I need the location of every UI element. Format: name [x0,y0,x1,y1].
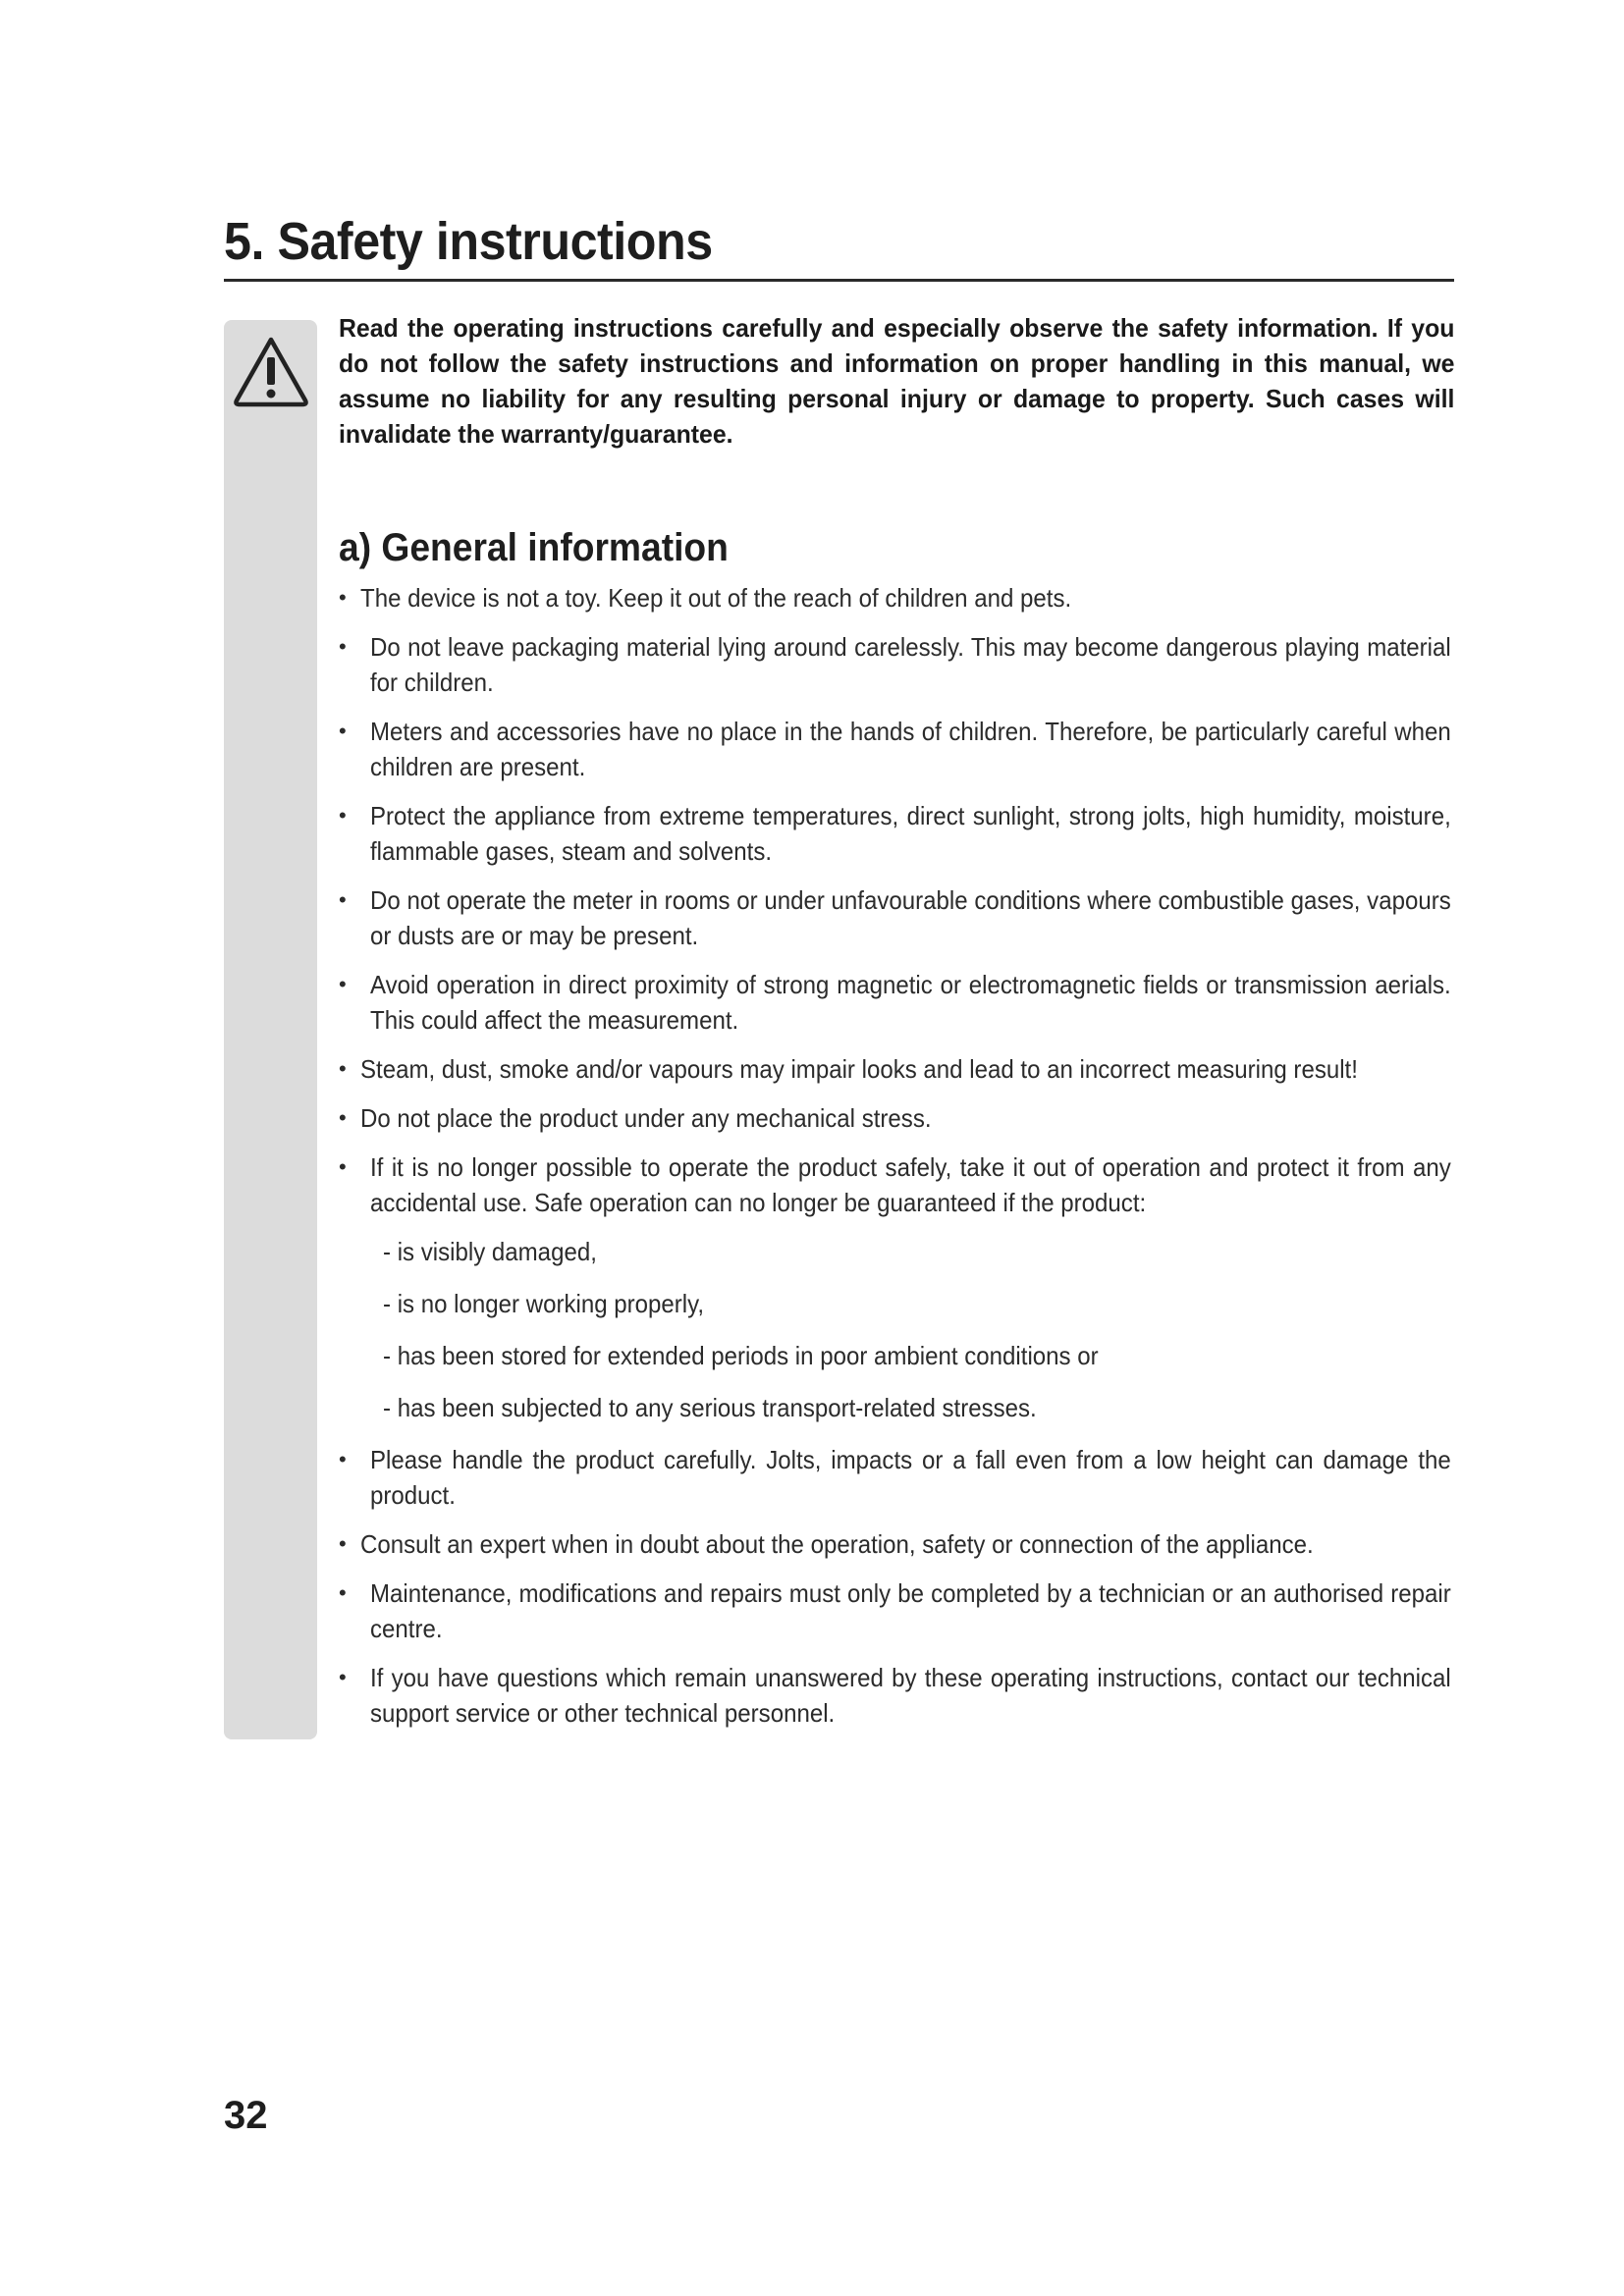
safety-list [339,580,1454,1731]
list-item: • Avoid operation in direct proximity of strong magnetic or electromagnetic fields or transmission aerials. This could affect the measurement. [339,967,1454,1038]
list-item: • Do not place the product under any mechanical stress. [339,1100,1454,1136]
list-item: • Meters and accessories have no place in the hands of children. Therefore, be particularly careful when children are present. [339,714,1454,784]
bullet-icon: • [339,1447,347,1471]
page-number: 32 [224,2094,268,2137]
title-divider [224,279,1454,282]
bullet-icon: • [339,1665,347,1689]
intro-paragraph: Read the operating instructions carefully and especially observe the safety information. If you do not follow the safety instructions and information on proper handling in this manual, we assume no liability for any resulting personal injury or damage to property. Such cases will invalidate the warranty/guarantee. [339,313,1455,449]
page-title: 5. Safety instructions [224,212,713,271]
bullet-icon: • [339,1105,347,1130]
list-item: • Do not operate the meter in rooms or under unfavourable conditions where combustible gases, vapours or dusts are or may be present. [339,882,1454,953]
list-item: • Steam, dust, smoke and/or vapours may impair looks and lead to an incorrect measuring result! [339,1051,1454,1087]
sub-list-item: - has been stored for extended periods in poor ambient conditions or [383,1341,1099,1370]
bullet-icon: • [339,1154,347,1179]
side-bar [224,320,317,1739]
content-area [339,310,1454,1744]
list-item: • Maintenance, modifications and repairs must only be completed by a technician or an authorised repair centre. [339,1575,1454,1646]
list-item: • The device is not a toy. Keep it out of the reach of children and pets. [339,580,1454,615]
sub-list-item: - has been subjected to any serious transport-related stresses. [383,1393,1037,1422]
section-heading: a) General information [339,526,729,569]
list-item: • Consult an expert when in doubt about the operation, safety or connection of the appliance. [339,1526,1454,1562]
bullet-icon: • [339,585,347,610]
list-item: • Please handle the product carefully. Jolts, impacts or a fall even from a low height can damage the product. [339,1442,1454,1513]
bullet-icon: • [339,1580,347,1605]
bullet-icon: • [339,972,347,996]
sub-list-item: - is visibly damaged, [383,1237,597,1266]
bullet-icon: • [339,719,347,743]
list-item: • If you have questions which remain unanswered by these operating instructions, contact our technical support service or other technical personnel. [339,1660,1454,1731]
sub-list-item: - is no longer working properly, [383,1289,705,1318]
list-item: • Protect the appliance from extreme temperatures, direct sunlight, strong jolts, high humidity, moisture, flammable gases, steam and solvents. [339,798,1454,869]
list-item: • Do not leave packaging material lying around carelessly. This may become dangerous playing material for children. [339,629,1454,700]
bullet-icon: • [339,803,347,828]
bullet-icon: • [339,887,347,912]
bullet-icon: • [339,1531,347,1556]
bullet-icon: • [339,1056,347,1081]
list-item: • If it is no longer possible to operate the product safely, take it out of operation and protect it from any accidental use. Safe operation can no longer be guaranteed if the product: [339,1149,1454,1220]
bullet-icon: • [339,634,347,659]
warning-triangle-icon [232,334,310,408]
